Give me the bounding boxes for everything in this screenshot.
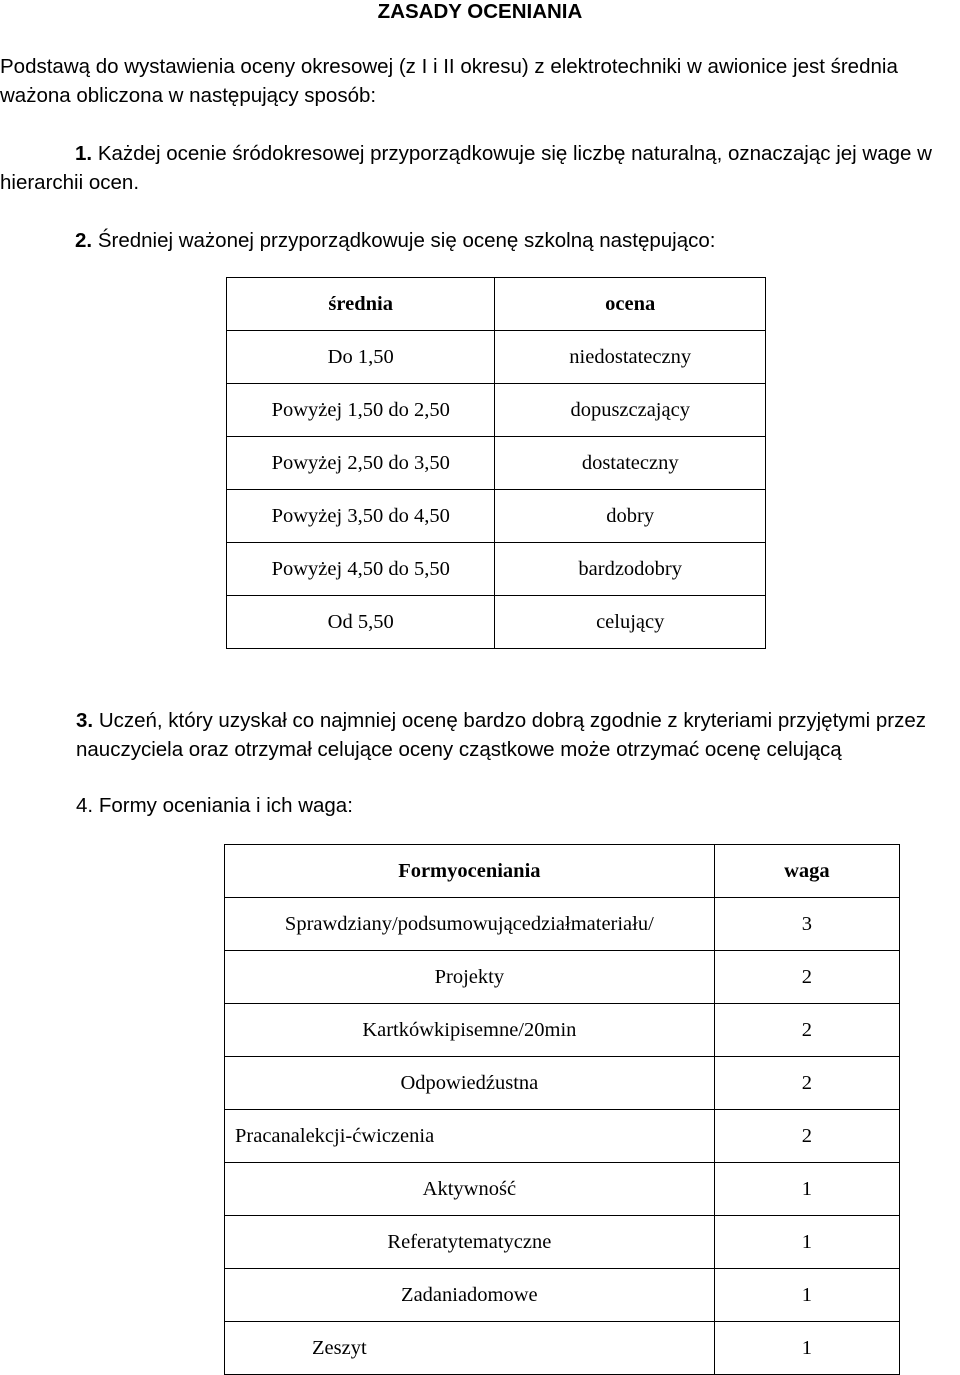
point-1-number: 1.: [75, 142, 93, 165]
table-row: [225, 1322, 900, 1375]
point-1-text: Każdej ocenie śródokresowej przyporządkowuje się liczbę naturalną, oznaczając jej wage w hierarchii ocen.: [0, 142, 932, 194]
grade-name-cell: bardzodobry: [495, 543, 766, 596]
point-3: [76, 706, 960, 764]
point-4-number: 4.: [76, 794, 94, 817]
assessment-form-cell: Odpowiedźustna: [225, 1057, 715, 1110]
table-row: [225, 1004, 900, 1057]
point-3-number: 3.: [76, 709, 94, 732]
point-2: [75, 226, 955, 255]
grade-name-cell: niedostateczny: [495, 331, 766, 384]
grade-range-cell: Od 5,50: [227, 596, 495, 649]
grade-name-cell: dopuszczający: [495, 384, 766, 437]
grade-table-header-row: [227, 278, 766, 331]
document-title: ZASADY OCENIANIA: [377, 0, 583, 23]
table-row: [227, 490, 766, 543]
grade-range-cell: Powyżej 4,50 do 5,50: [227, 543, 495, 596]
weight-cell: 2: [714, 1004, 899, 1057]
table-row: [227, 384, 766, 437]
grade-range-cell: Powyżej 3,50 do 4,50: [227, 490, 495, 543]
grade-range-cell: Do 1,50: [227, 331, 495, 384]
weight-table: [224, 844, 900, 1375]
point-4-text: Formy oceniania i ich waga:: [98, 794, 353, 817]
table-row: [227, 596, 766, 649]
table-row: [225, 1057, 900, 1110]
point-1: [0, 139, 958, 197]
assessment-form-cell: Pracanalekcji-ćwiczenia: [225, 1110, 715, 1163]
table-row: [227, 437, 766, 490]
table-row: [227, 331, 766, 384]
weight-cell: 2: [714, 1057, 899, 1110]
grade-name-cell: dostateczny: [495, 437, 766, 490]
table-row: [225, 898, 900, 951]
grade-table-header-grade: ocena: [495, 278, 766, 331]
point-4: [76, 791, 353, 820]
table-row: [225, 1269, 900, 1322]
assessment-form-cell: Aktywność: [225, 1163, 715, 1216]
weight-cell: 1: [714, 1163, 899, 1216]
table-row: [225, 1216, 900, 1269]
intro-paragraph: Podstawą do wystawienia oceny okresowej (z I i II okresu) z elektrotechniki w awionice jest średnia ważona obliczona w następujący sposób:: [0, 55, 898, 107]
grade-table-header-average: średnia: [227, 278, 495, 331]
grade-name-cell: dobry: [495, 490, 766, 543]
table-row: [225, 1110, 900, 1163]
weight-table-header-form: Formyoceniania: [225, 845, 715, 898]
assessment-form-cell: Kartkówkipisemne/20min: [225, 1004, 715, 1057]
grade-name-cell: celujący: [495, 596, 766, 649]
weight-cell: 2: [714, 1110, 899, 1163]
weight-cell: 1: [714, 1269, 899, 1322]
weight-cell: 2: [714, 951, 899, 1004]
grade-range-cell: Powyżej 2,50 do 3,50: [227, 437, 495, 490]
assessment-form-cell: Referatytematyczne: [225, 1216, 715, 1269]
weight-table-header-row: [225, 845, 900, 898]
assessment-form-cell: Sprawdziany/podsumowującedziałmateriału/: [225, 898, 715, 951]
table-row: [225, 951, 900, 1004]
grade-range-cell: Powyżej 1,50 do 2,50: [227, 384, 495, 437]
grade-table: [226, 277, 766, 649]
point-2-number: 2.: [75, 229, 93, 252]
point-2-text: Średniej ważonej przyporządkowuje się ocenę szkolną następująco:: [97, 229, 716, 252]
assessment-form-cell: Zeszyt: [225, 1322, 715, 1375]
weight-cell: 1: [714, 1216, 899, 1269]
table-row: [227, 543, 766, 596]
table-row: [225, 1163, 900, 1216]
assessment-form-cell: Zadaniadomowe: [225, 1269, 715, 1322]
weight-cell: 1: [714, 1322, 899, 1375]
weight-cell: 3: [714, 898, 899, 951]
weight-table-header-weight: waga: [714, 845, 899, 898]
assessment-form-cell: Projekty: [225, 951, 715, 1004]
point-3-text: Uczeń, który uzyskał co najmniej ocenę bardzo dobrą zgodnie z kryteriami przyjętymi przez nauczyciela oraz otrzymał celujące oceny cząstkowe może otrzymać ocenę celującą: [76, 709, 926, 761]
